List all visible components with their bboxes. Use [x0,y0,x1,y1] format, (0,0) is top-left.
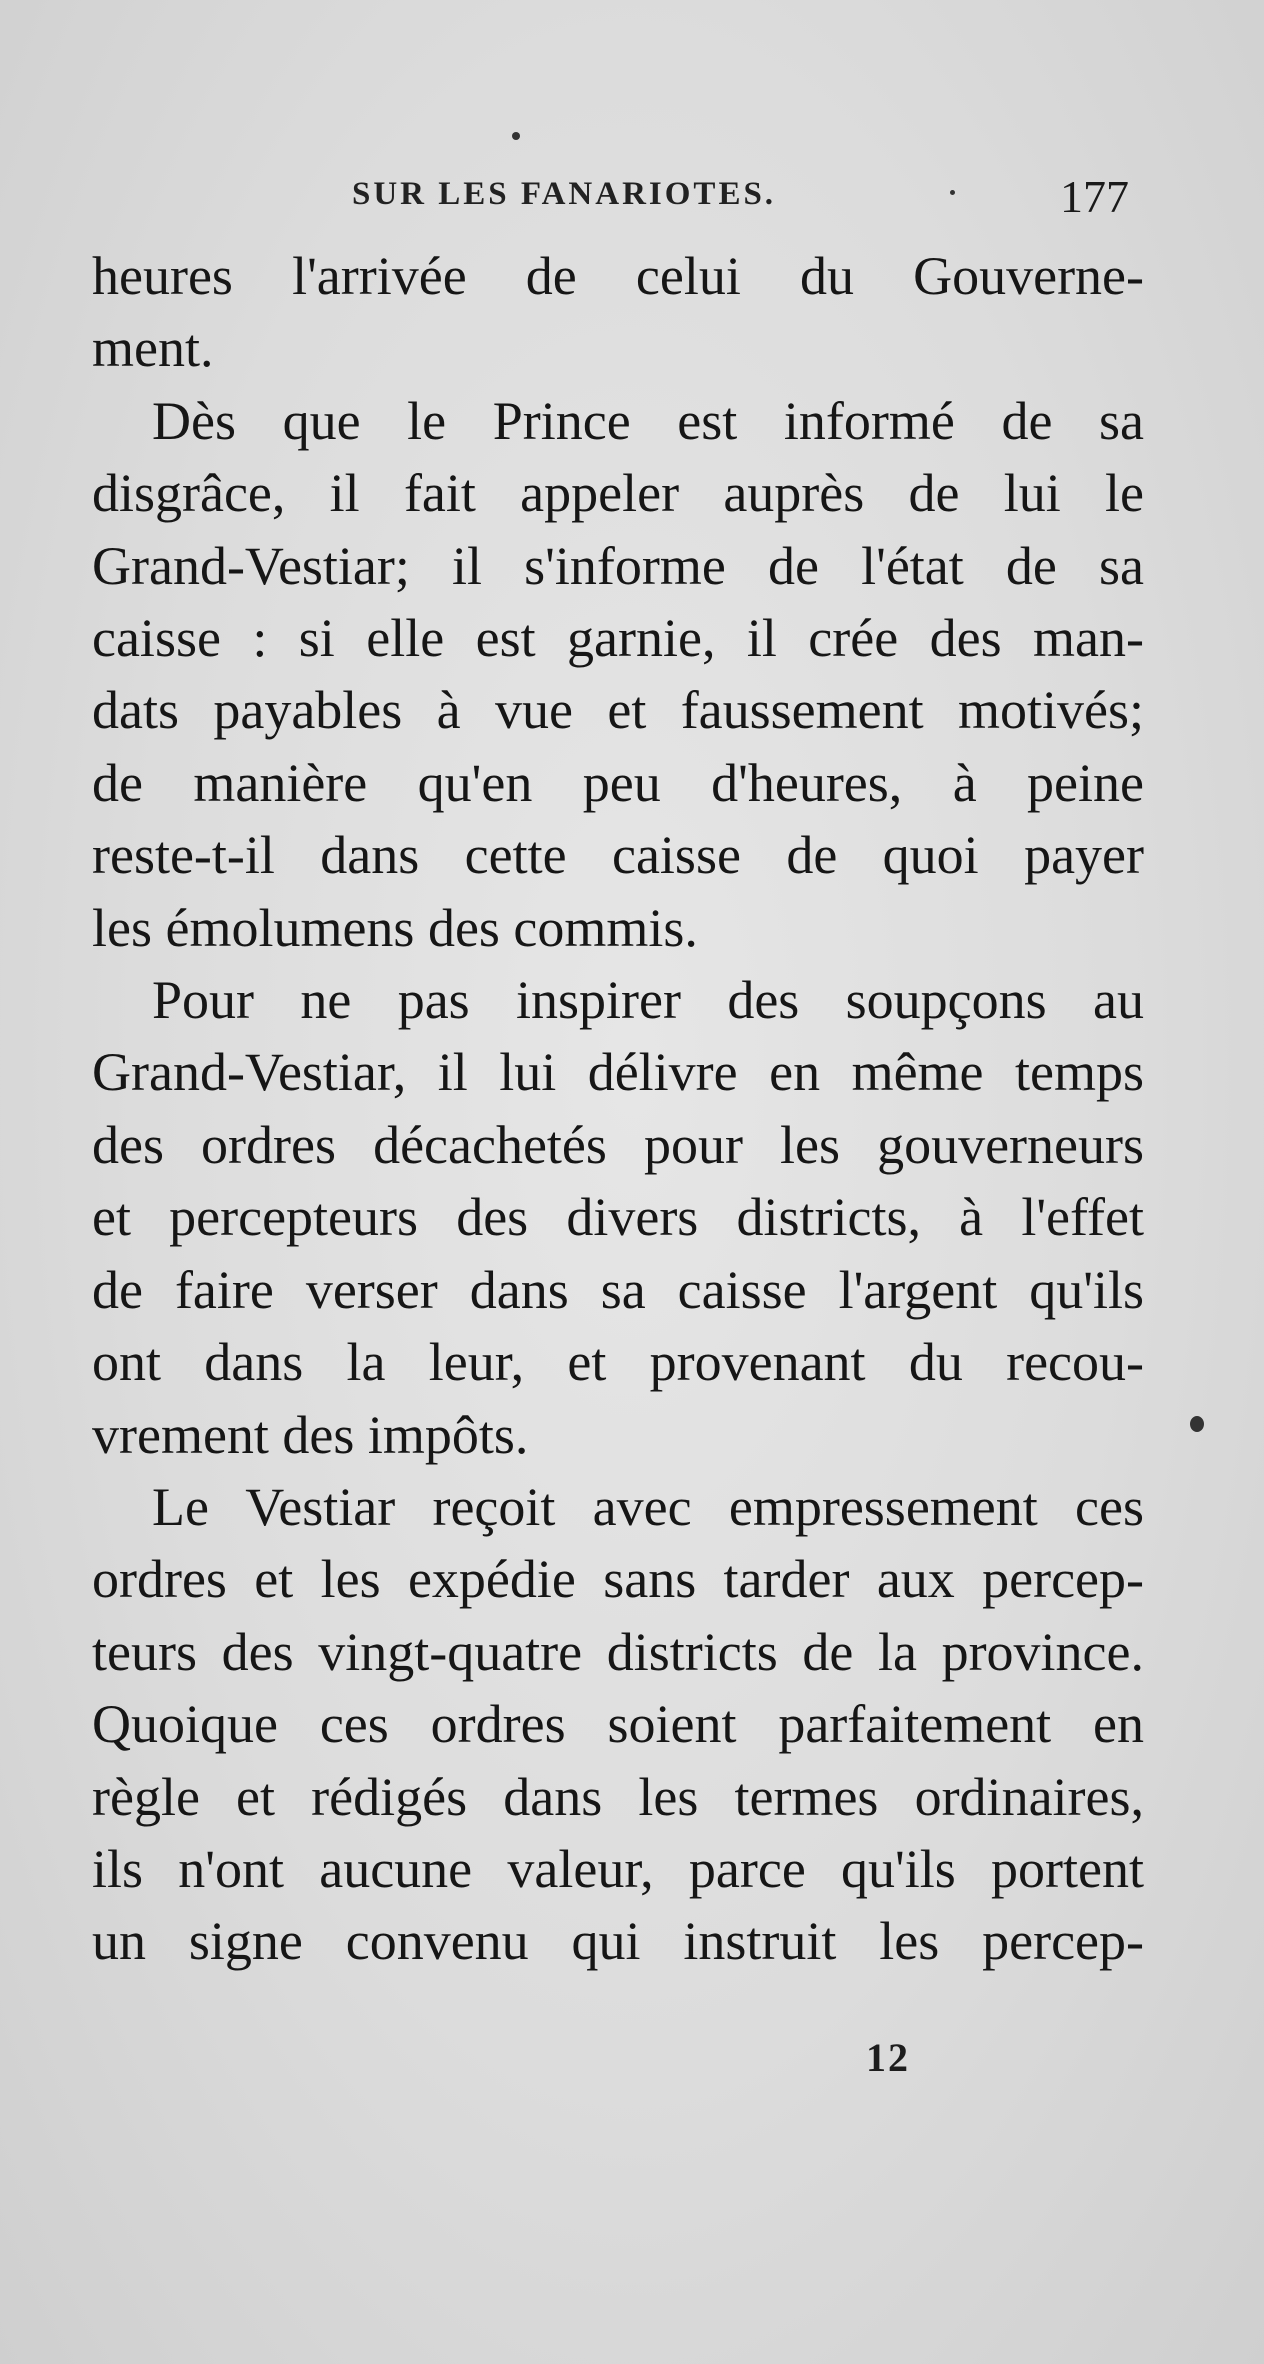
text-line: règle et rédigés dans les termes ordinaires, [92,1766,1144,1827]
text-line: reste-t-il dans cette caisse de quoi payer [92,825,1144,886]
text-line: ont dans la leur, et provenant du recou- [92,1332,1144,1393]
text-line: Le Vestiar reçoit avec empressement ces [152,1476,1144,1537]
running-head [0,170,1264,230]
text-line: dats payables à vue et faussement motivés; [92,680,1144,741]
text-line: ment. [92,318,214,379]
text-line: de manière qu'en peu d'heures, à peine [92,752,1144,813]
text-line: Quoique ces ordres soient parfaitement en [92,1694,1144,1755]
text-line: des ordres décachetés pour les gouverneurs [92,1114,1144,1175]
text-line: Grand-Vestiar; il s'informe de l'état de sa [92,535,1144,596]
text-line: les émolumens des commis. [92,897,698,958]
ink-speck [1190,1416,1204,1432]
text-line: ordres et les expédie sans tarder aux percep- [92,1549,1144,1610]
text-line: Dès que le Prince est informé de sa [152,390,1144,451]
page-number: 177 [1060,171,1129,222]
text-line: un signe convenu qui instruit les percep- [92,1911,1144,1972]
text-line: de faire verser dans sa caisse l'argent qu'ils [92,1259,1144,1320]
text-line: disgrâce, il fait appeler auprès de lui le [92,463,1144,524]
signature-mark: 12 [866,2035,910,2080]
text-line: heures l'arrivée de celui du Gouverne- [92,246,1144,306]
text-line: vrement des impôts. [92,1404,529,1465]
paragraph-disgrace [92,385,1144,964]
body-text [92,240,1144,1978]
text-line: Grand-Vestiar, il lui délivre en même temps [92,1042,1144,1103]
text-line: Pour ne pas inspirer des soupçons au [152,970,1144,1031]
ink-speck [512,132,520,140]
text-line: ils n'ont aucune valeur, parce qu'ils portent [92,1838,1144,1899]
text-line: et percepteurs des divers districts, à l'effet [92,1187,1144,1248]
text-line: caisse : si elle est garnie, il crée des man- [92,608,1144,669]
running-title: SUR LES FANARIOTES. [352,176,777,212]
paragraph-vestiar [92,1471,1144,1978]
paragraph-continuation [92,240,1144,385]
paragraph-soupcons [92,964,1144,1471]
text-line: teurs des vingt-quatre districts de la province. [92,1621,1144,1682]
ink-speck [950,190,955,195]
